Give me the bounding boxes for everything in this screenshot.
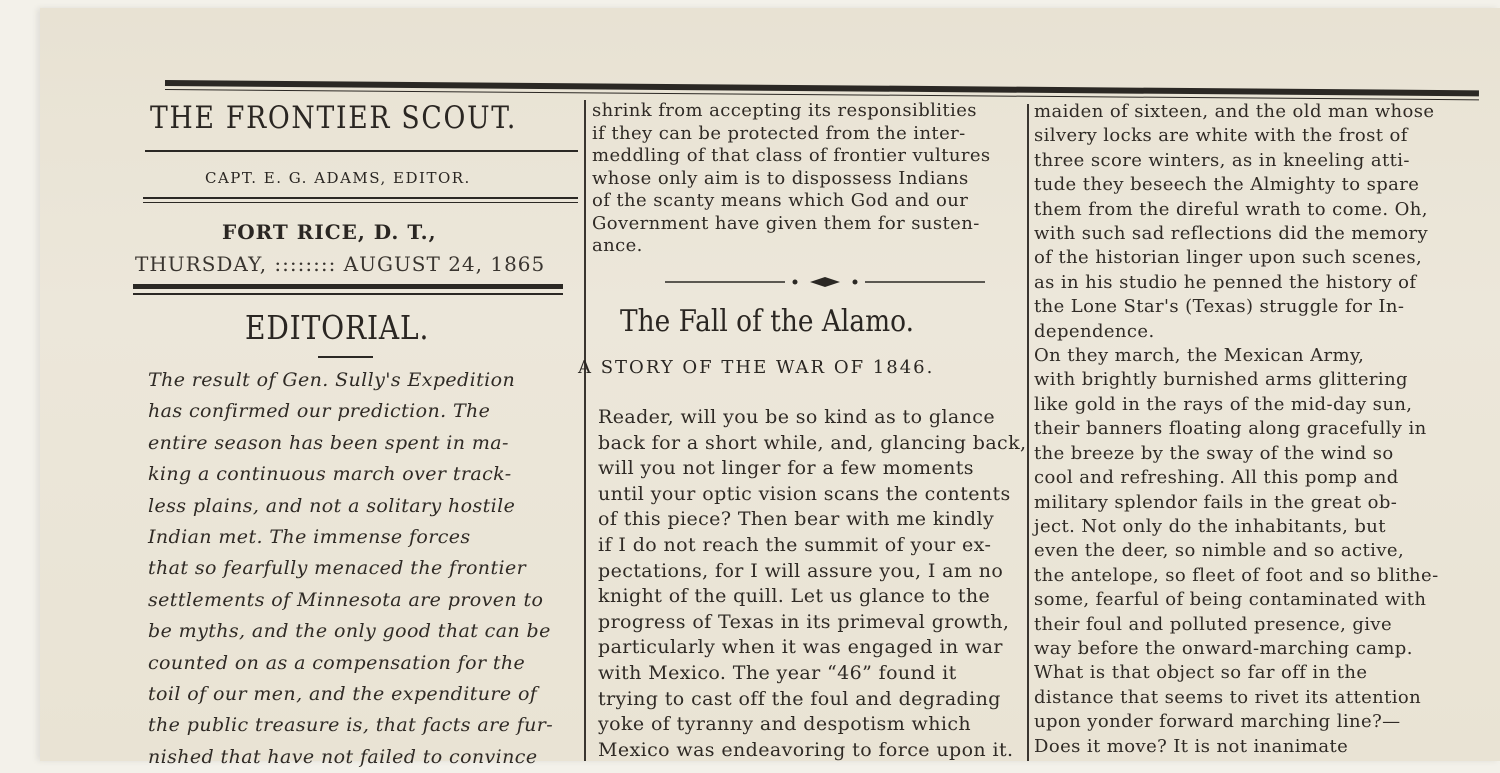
editorial-line: Indian met. The immense forces	[148, 526, 471, 549]
column3-line: tude they beseech the Almighty to spare	[1034, 174, 1420, 196]
editorial-line: less plains, and not a solitary hostile	[148, 494, 516, 517]
column2-line: whose only aim is to dispossess Indians	[592, 167, 969, 189]
column3-line: with brightly burnished arms glittering	[1034, 369, 1408, 391]
editorial-line: toil of our men, and the expenditure of	[148, 683, 538, 706]
column3-line: upon yonder forward marching line?—	[1034, 711, 1401, 733]
column2-line: if they can be protected from the inter-	[592, 122, 966, 144]
masthead-rule	[145, 150, 578, 152]
date-rule-2	[133, 293, 563, 295]
column3-line: their foul and polluted presence, give	[1034, 613, 1393, 635]
column3-line: the antelope, so fleet of foot and so blithe-	[1034, 564, 1439, 586]
story-line: trying to cast off the foul and degrading	[598, 687, 1001, 710]
editorial-line: The result of Gen. Sully's Expedition	[148, 369, 516, 391]
column2-continued-text	[592, 100, 991, 258]
column-divider-2	[1027, 104, 1029, 761]
column3-line: like gold in the rays of the mid-day sun,	[1034, 393, 1413, 415]
dateline-location: FORT RICE, D. T.,	[222, 220, 437, 244]
column3-text	[1034, 100, 1439, 759]
story-line: particularly when it was engaged in war	[598, 636, 1003, 659]
editorial-line: has confirmed our prediction. The	[148, 400, 491, 423]
dateline-date: THURSDAY, :::::::: AUGUST 24, 1865	[135, 252, 546, 276]
column3-line: way before the onward-marching camp.	[1034, 637, 1413, 659]
story-line: Mexico was endeavoring to force upon it.	[598, 738, 1014, 761]
story-line: knight of the quill. Let us glance to the	[598, 585, 991, 608]
ornament-divider	[665, 276, 985, 288]
story-subtitle: A STORY OF THE WAR OF 1846.	[578, 357, 935, 378]
column2-line: ance.	[592, 235, 643, 256]
column2-line: of the scanty means which God and our	[592, 190, 969, 211]
story-text	[598, 405, 1026, 763]
column3-line: even the deer, so nimble and so active,	[1034, 540, 1405, 562]
story-line: yoke of tyranny and despotism which	[598, 713, 972, 736]
column3-line: cool and refreshing. All this pomp and	[1034, 467, 1399, 489]
column3-line: with such sad reflections did the memory	[1034, 223, 1429, 245]
column3-line: dependence.	[1034, 320, 1155, 342]
column3-line: military splendor fails in the great ob-	[1034, 491, 1398, 513]
column3-line: Does it move? It is not inanimate	[1034, 735, 1349, 757]
story-line: will you not linger for a few moments	[598, 457, 974, 480]
date-rule-1	[133, 284, 563, 289]
editorial-line: nished that have not failed to convince	[148, 745, 538, 768]
column3-line: some, fearful of being contaminated with	[1034, 589, 1427, 611]
story-line: pectations, for I will assure you, I am no	[598, 559, 1004, 582]
column3-line: three score winters, as in kneeling atti-	[1034, 149, 1410, 171]
column3-line: ject. Not only do the inhabitants, but	[1034, 515, 1386, 537]
story-line: until your optic vision scans the contents	[598, 482, 1011, 505]
column3-line: maiden of sixteen, and the old man whose	[1034, 101, 1435, 122]
column3-line: silvery locks are white with the frost of	[1034, 125, 1408, 147]
story-line: if I do not reach the summit of your ex-	[598, 533, 992, 556]
story-line: progress of Texas in its primeval growth,	[598, 610, 1010, 633]
story-line: Reader, will you be so kind as to glance	[598, 406, 995, 428]
editorial-text	[148, 365, 553, 773]
story-title: The Fall of the Alamo.	[620, 304, 914, 339]
story-line: back for a short while, and, glancing back,	[598, 431, 1027, 454]
column3-line: On they march, the Mexican Army,	[1034, 345, 1365, 367]
editorial-line: entire season has been spent in ma-	[148, 431, 509, 454]
editorial-line: the public treasure is, that facts are fur-	[148, 714, 554, 737]
editorial-line: be myths, and the only good that can be	[148, 620, 551, 643]
editorial-line: settlements of Minnesota are proven to	[148, 588, 544, 611]
story-line: of this piece? Then bear with me kindly	[598, 508, 995, 531]
column3-line: distance that seems to rivet its attention	[1034, 686, 1422, 708]
editor-rule-1	[143, 197, 578, 199]
editorial-line: counted on as a compensation for the	[148, 651, 526, 674]
editorial-heading: EDITORIAL.	[245, 308, 430, 347]
masthead-title: THE FRONTIER SCOUT.	[150, 100, 518, 136]
column3-line: the Lone Star's (Texas) struggle for In-	[1034, 296, 1405, 318]
column3-line: of the historian linger upon such scenes,	[1034, 247, 1423, 269]
column3-line: as in his studio he penned the history of	[1034, 271, 1417, 293]
column3-line: What is that object so far off in the	[1034, 662, 1368, 684]
editorial-line: that so fearfully menaced the frontier	[148, 557, 527, 580]
editorial-underline	[318, 356, 373, 358]
column3-line: them from the direful wrath to come. Oh,	[1034, 198, 1428, 220]
editorial-line: king a continuous march over track-	[148, 463, 512, 486]
story-line: with Mexico. The year “46” found it	[598, 661, 957, 684]
column-divider-1	[584, 100, 586, 761]
column3-line: their banners floating along gracefully in	[1034, 418, 1427, 440]
editor-line: CAPT. E. G. ADAMS, EDITOR.	[205, 169, 471, 187]
column3-line: the breeze by the sway of the wind so	[1034, 442, 1394, 464]
column2-line: Government have given them for susten-	[592, 212, 980, 234]
editor-rule-2	[143, 202, 578, 203]
column2-line: meddling of that class of frontier vultures	[592, 145, 991, 166]
column2-line: shrink from accepting its responsiblities	[592, 100, 977, 121]
